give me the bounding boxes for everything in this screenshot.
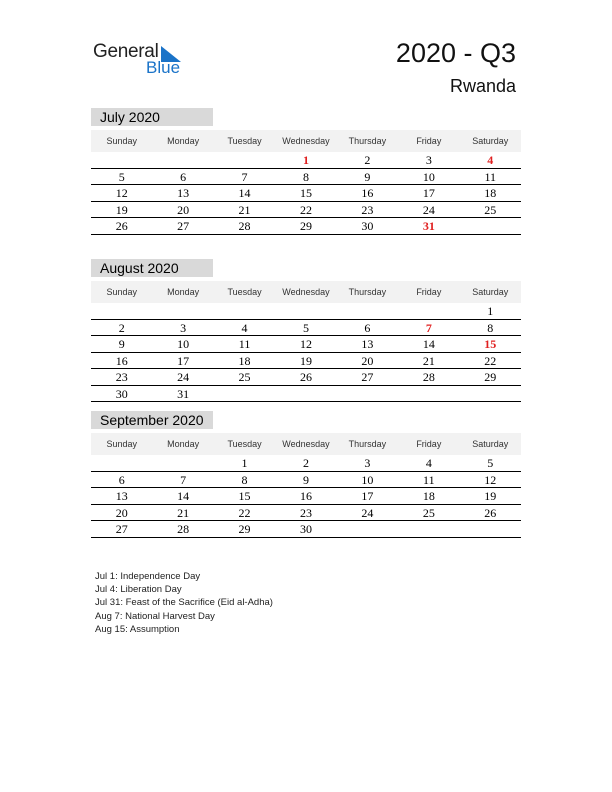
weekday-label: Saturday [472,439,509,449]
holiday-list [95,570,273,636]
day-cell: 27 [115,522,128,536]
day-cell: 22 [484,353,497,368]
weekday-label: Saturday [472,287,509,297]
day-cell: 6 [118,472,125,487]
day-cell: 3 [364,456,371,470]
day-cell: 3 [180,320,187,335]
day-cell: 4 [425,456,432,470]
day-cell: 12 [115,186,128,200]
day-cell [91,152,152,168]
month-september [91,411,521,538]
day-cell [460,386,521,402]
day-cell: 1 [241,456,248,470]
day-cell: 17 [361,489,374,503]
day-cell: 2 [302,456,309,470]
day-cell: 10 [361,472,374,487]
day-cell: 29 [299,219,312,233]
day-cell: 9 [364,169,371,184]
day-cell: 15 [299,186,312,200]
day-cell: 29 [238,522,251,536]
weekday-label: Thursday [348,136,387,146]
day-cell: 1 [302,153,309,167]
day-cell: 16 [299,489,312,503]
day-cell [460,521,521,537]
week-row [91,185,521,202]
day-cell: 13 [115,489,128,503]
day-cell: 20 [361,353,374,368]
day-cell: 7 [180,472,187,487]
weekday-label: Monday [167,439,200,449]
day-cell [398,521,459,537]
day-cell: 6 [364,320,371,335]
day-cell: 21 [238,202,251,217]
weekday-header [91,281,521,303]
day-cell: 25 [484,202,497,217]
brand-logo [93,41,193,77]
day-cell: 1 [487,304,494,318]
day-cell: 30 [115,386,128,401]
day-cell: 24 [361,505,374,520]
day-cell: 3 [425,153,432,167]
day-cell: 5 [118,169,125,184]
weekday-label: Sunday [106,439,137,449]
day-cell: 26 [299,370,312,384]
day-cell: 17 [422,186,435,200]
weekday-label: Saturday [472,136,509,146]
day-cell [214,152,275,168]
day-cell: 13 [177,186,190,200]
day-cell: 10 [177,337,190,351]
day-cell: 10 [422,169,435,184]
weekday-label: Wednesday [282,287,330,297]
day-cell [214,303,275,319]
day-cell: 14 [177,489,190,503]
weekday-header [91,130,521,152]
day-cell: 12 [299,337,312,351]
weekday-label: Tuesday [227,439,262,449]
day-cell: 18 [238,353,251,368]
day-cell: 8 [487,320,494,335]
weekday-label: Thursday [348,439,387,449]
weekday-label: Wednesday [282,439,330,449]
week-row [91,369,521,386]
day-cell: 4 [487,153,494,167]
day-cell: 9 [118,337,125,351]
day-cell: 11 [423,472,435,487]
logo-blue-text: Blue [146,58,181,77]
weekday-label: Thursday [348,287,387,297]
day-cell: 15 [484,337,497,351]
weekday-label: Friday [416,136,442,146]
day-cell: 2 [118,320,125,335]
day-cell [91,455,152,471]
day-cell: 31 [422,219,435,233]
month-july [91,108,521,235]
day-cell: 14 [238,186,251,200]
day-cell: 11 [484,169,497,184]
day-cell: 18 [422,489,435,503]
day-cell: 4 [241,320,248,335]
week-row [91,336,521,353]
day-cell: 19 [115,202,128,217]
day-cell: 17 [177,353,190,368]
day-cell [398,303,459,319]
day-cell: 2 [364,153,371,167]
weekday-label: Friday [416,439,442,449]
weekday-label: Sunday [106,136,137,146]
day-cell: 25 [422,505,435,520]
day-cell: 9 [302,472,309,487]
holiday-item: Jul 31: Feast of the Sacrifice (Eid al-Adha) [95,597,273,609]
day-cell: 5 [487,456,494,470]
day-cell: 15 [238,489,251,503]
day-cell: 30 [361,219,374,233]
weekday-label: Wednesday [282,136,330,146]
holiday-item: Jul 1: Independence Day [95,571,201,582]
day-cell: 31 [177,386,190,401]
day-cell [152,303,213,319]
weekday-header [91,433,521,455]
holiday-item: Aug 15: Assumption [95,623,180,635]
day-cell: 16 [115,353,128,368]
day-cell: 23 [115,370,128,384]
week-row [91,472,521,489]
day-cell: 25 [238,370,251,384]
day-cell [337,386,398,402]
day-cell: 29 [484,370,497,384]
month-title: July 2020 [91,108,213,126]
day-cell: 20 [115,505,128,520]
holiday-item: Aug 7: National Harvest Day [95,610,215,622]
day-cell: 12 [484,472,497,487]
week-row [91,218,521,235]
day-cell [275,386,336,402]
day-cell: 6 [180,169,187,184]
day-cell: 20 [177,202,190,217]
day-cell [152,152,213,168]
month-title: September 2020 [91,411,213,429]
day-cell: 5 [302,320,309,335]
country-name: Rwanda [449,76,516,96]
weekday-label: Monday [167,136,200,146]
day-cell: 19 [484,489,497,503]
day-cell: 19 [299,353,312,368]
weekday-label: Tuesday [227,136,262,146]
day-cell: 7 [425,320,432,335]
week-row [91,521,521,538]
week-row [91,455,521,472]
day-cell: 8 [302,169,309,184]
weekday-label: Sunday [106,287,137,297]
day-cell [460,218,521,234]
day-cell: 7 [241,169,248,184]
week-row [91,353,521,370]
week-row [91,202,521,219]
day-cell: 23 [299,505,312,520]
weekday-label: Tuesday [227,287,262,297]
week-row [91,169,521,186]
weekday-label: Monday [167,287,200,297]
day-cell: 26 [115,219,128,233]
day-cell: 21 [422,353,435,368]
week-row [91,320,521,337]
day-cell: 30 [299,522,312,536]
day-cell [214,386,275,402]
day-cell [337,303,398,319]
day-cell: 16 [361,186,374,200]
day-cell: 24 [422,202,435,217]
day-cell: 22 [238,505,251,520]
day-cell [337,521,398,537]
month-august [91,259,521,402]
day-cell: 21 [177,505,190,520]
week-row [91,303,521,320]
day-cell: 11 [238,337,251,351]
day-cell: 14 [422,337,435,351]
day-cell [91,303,152,319]
day-cell: 18 [484,186,497,200]
day-cell: 26 [484,505,497,520]
day-cell [275,303,336,319]
week-row [91,505,521,522]
day-cell [398,386,459,402]
day-cell: 23 [361,202,374,217]
weekday-label: Friday [416,287,442,297]
day-cell: 28 [177,522,190,536]
holiday-item: Jul 4: Liberation Day [95,584,182,596]
logo-general-text: General [93,41,159,62]
day-cell: 28 [238,219,251,233]
day-cell: 13 [361,337,374,351]
day-cell: 27 [361,370,374,384]
day-cell: 22 [299,202,312,217]
week-row [91,386,521,403]
day-cell: 28 [422,370,435,384]
day-cell: 8 [241,472,248,487]
day-cell [152,455,213,471]
week-row [91,488,521,505]
week-row [91,152,521,169]
day-cell: 27 [177,219,190,233]
page-title: 2020 - Q3 [395,38,516,68]
day-cell: 24 [177,370,190,384]
month-title: August 2020 [91,259,213,277]
